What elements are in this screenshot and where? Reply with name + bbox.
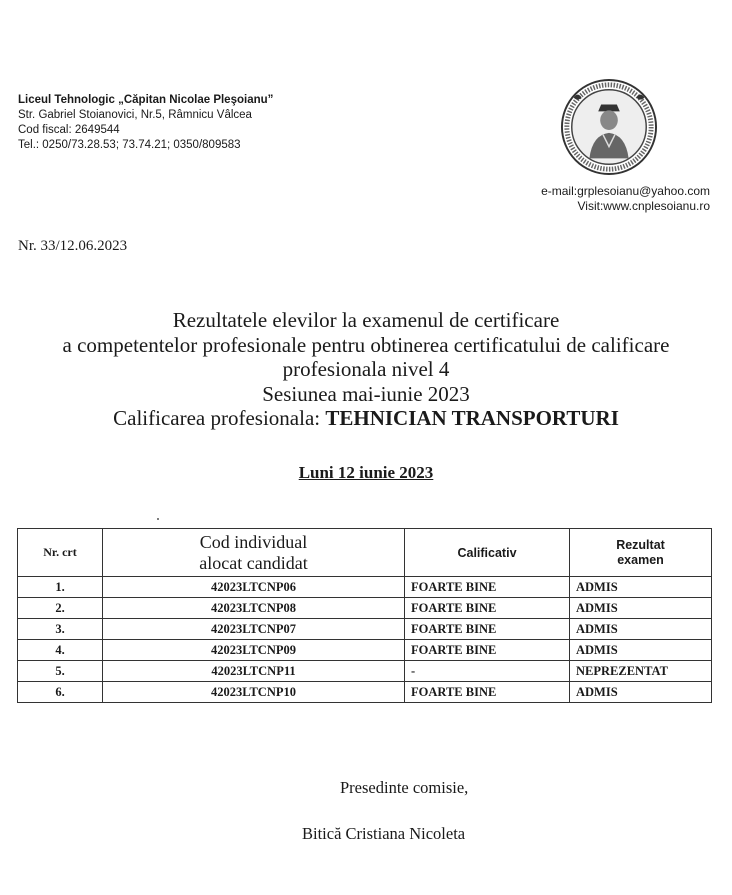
row-nr: 4. xyxy=(18,640,103,661)
row-cod: 42023LTCNP11 xyxy=(103,661,405,682)
school-address: Str. Gabriel Stoianovici, Nr.5, Râmnicu Vâlcea xyxy=(18,109,252,121)
row-nr: 6. xyxy=(18,682,103,703)
phone-numbers: Tel.: 0250/73.28.53; 73.74.21; 0350/809583 xyxy=(18,139,241,151)
header-rezultat-line-2: examen xyxy=(617,552,664,567)
header-cod-line-2: alocat candidat xyxy=(199,552,308,573)
table-row xyxy=(18,640,712,661)
row-nr: 5. xyxy=(18,661,103,682)
table-row xyxy=(18,619,712,640)
header-cod-candidat xyxy=(103,529,405,577)
table-row xyxy=(18,661,712,682)
row-calificativ: FOARTE BINE xyxy=(405,577,570,598)
row-rezultat: ADMIS xyxy=(570,598,712,619)
table-row xyxy=(18,598,712,619)
title-line-1: Rezultatele elevilor la examenul de certificare xyxy=(172,308,560,332)
document-title xyxy=(0,308,732,431)
school-header xyxy=(18,93,273,153)
qualification-value: TEHNICIAN TRANSPORTURI xyxy=(325,406,619,430)
exam-date: Luni 12 iunie 2023 xyxy=(298,463,434,482)
school-name: Liceul Tehnologic „Căpitan Nicolae Pleşoianu” xyxy=(18,94,274,106)
scan-speck xyxy=(157,518,159,520)
row-rezultat: ADMIS xyxy=(570,577,712,598)
session-line: Sesiunea mai-iunie 2023 xyxy=(262,381,470,406)
row-cod: 42023LTCNP08 xyxy=(103,598,405,619)
title-line-3: profesionala nivel 4 xyxy=(282,357,450,381)
results-table xyxy=(17,528,712,703)
row-rezultat: NEPREZENTAT xyxy=(570,661,712,682)
contact-block xyxy=(541,184,710,214)
row-nr: 2. xyxy=(18,598,103,619)
qualification-line xyxy=(0,406,732,431)
email-address: e-mail:grplesoianu@yahoo.com xyxy=(541,184,710,198)
row-calificativ: FOARTE BINE xyxy=(405,640,570,661)
table-header-row xyxy=(18,529,712,577)
website-address: Visit:www.cnplesoianu.ro xyxy=(577,199,710,213)
document-number: Nr. 33/12.06.2023 xyxy=(18,238,128,254)
row-cod: 42023LTCNP06 xyxy=(103,577,405,598)
row-nr: 1. xyxy=(18,577,103,598)
qualification-label: Calificarea profesionala: xyxy=(113,406,326,430)
header-cod-line-1: Cod individual xyxy=(199,531,308,552)
signature-title: Presedinte comisie, xyxy=(340,778,469,797)
fiscal-code: Cod fiscal: 2649544 xyxy=(18,124,120,136)
header-calificativ: Calificativ xyxy=(405,529,570,577)
row-calificativ: FOARTE BINE xyxy=(405,598,570,619)
table-row xyxy=(18,577,712,598)
row-cod: 42023LTCNP10 xyxy=(103,682,405,703)
row-nr: 3. xyxy=(18,619,103,640)
school-seal-icon xyxy=(560,78,658,176)
row-rezultat: ADMIS xyxy=(570,682,712,703)
row-cod: 42023LTCNP07 xyxy=(103,619,405,640)
row-rezultat: ADMIS xyxy=(570,619,712,640)
signature-name: Bitică Cristiana Nicoleta xyxy=(302,824,466,843)
row-rezultat: ADMIS xyxy=(570,640,712,661)
header-rezultat-line-1: Rezultat xyxy=(616,537,665,552)
row-cod: 42023LTCNP09 xyxy=(103,640,405,661)
row-calificativ: - xyxy=(405,661,570,682)
row-calificativ: FOARTE BINE xyxy=(405,619,570,640)
title-line-2: a competentelor profesionale pentru obtinerea certificatului de calificare xyxy=(62,332,670,357)
row-calificativ: FOARTE BINE xyxy=(405,682,570,703)
header-rezultat xyxy=(570,529,712,577)
table-row xyxy=(18,682,712,703)
header-nr-crt: Nr. crt xyxy=(18,529,103,577)
